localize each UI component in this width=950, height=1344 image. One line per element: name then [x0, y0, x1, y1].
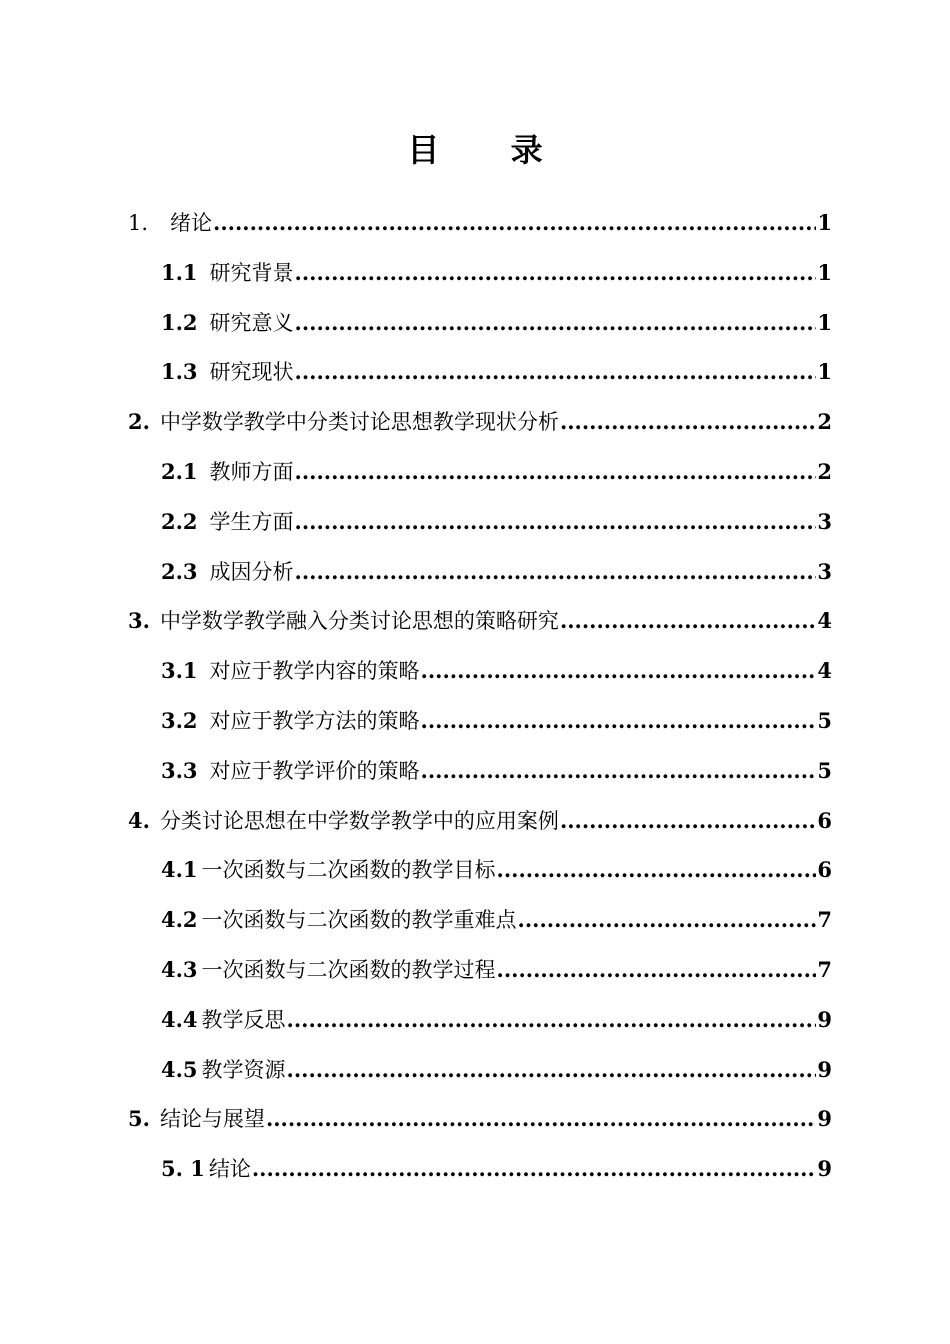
toc-entry-number: 5.	[128, 1106, 150, 1132]
toc-entry-title: 结论	[208, 1157, 251, 1182]
toc-entry[interactable]	[161, 895, 832, 945]
toc-entry-number: 4.4	[161, 1006, 198, 1032]
toc-dot-leader	[252, 1156, 817, 1182]
toc-dot-leader	[560, 808, 816, 834]
toc-entry-page-number: 4	[817, 658, 832, 684]
toc-entry-title: 中学数学教学融入分类讨论思想的策略研究	[159, 609, 559, 634]
toc-entry-page-number: 6	[817, 807, 832, 833]
toc-entry[interactable]	[128, 397, 832, 447]
toc-entry-page-number: 4	[817, 608, 832, 634]
toc-entry-title: 教师方面	[209, 460, 294, 484]
toc-entry[interactable]	[128, 198, 832, 248]
toc-entry-title: 一次函数与二次函数的教学重难点	[201, 908, 517, 933]
toc-entry[interactable]	[161, 746, 832, 796]
toc-entry-number: 3.3	[161, 757, 198, 783]
toc-entry-number: 2.1	[161, 459, 198, 484]
toc-entry[interactable]	[128, 596, 832, 646]
toc-entry-number: 2.	[128, 409, 150, 435]
toc-entry-number: 4.3	[161, 957, 198, 982]
toc-dot-leader	[213, 210, 816, 236]
toc-entry-page-number: 1	[817, 309, 832, 335]
toc-dot-leader	[518, 907, 817, 933]
toc-entry[interactable]	[161, 447, 832, 497]
toc-entry[interactable]	[128, 1094, 832, 1144]
toc-entry-title: 成因分析	[209, 559, 294, 584]
toc-entry-page-number: 6	[817, 857, 832, 883]
toc-entry-title: 教学反思	[201, 1007, 286, 1032]
toc-entry-page-number: 9	[817, 1156, 832, 1182]
toc-dot-leader	[421, 758, 817, 784]
toc-entry-page-number: 9	[817, 1056, 832, 1082]
toc-entry[interactable]	[161, 646, 832, 696]
toc-entry-number: 1.2	[161, 309, 198, 335]
toc-entry-number: 3.	[128, 608, 150, 634]
toc-entry-page-number: 5	[817, 757, 832, 783]
toc-entry-title: 中学数学教学中分类讨论思想教学现状分析	[159, 410, 559, 435]
toc-entry-number: 1.	[128, 211, 149, 235]
toc-entry[interactable]	[161, 347, 832, 397]
toc-entry-page-number: 3	[817, 558, 832, 584]
toc-dot-leader	[295, 459, 817, 485]
toc-entry-page-number: 2	[817, 409, 832, 435]
toc-entry-title: 绪论	[170, 211, 213, 235]
toc-entry[interactable]	[161, 497, 832, 547]
toc-dot-leader	[287, 1057, 817, 1083]
toc-entry-title: 分类讨论思想在中学数学教学中的应用案例	[159, 808, 559, 833]
toc-entry-title: 研究现状	[209, 360, 294, 385]
toc-entry-number: 2.2	[161, 508, 198, 534]
toc-entry[interactable]	[161, 945, 832, 995]
toc-entry[interactable]	[161, 248, 832, 298]
toc-entry-page-number: 7	[817, 957, 832, 982]
toc-dot-leader	[295, 310, 817, 336]
toc-entry-page-number: 5	[817, 708, 832, 733]
toc-entry-number: 1.3	[161, 359, 198, 385]
toc-entry[interactable]	[161, 1045, 832, 1095]
toc-entry-number: 5. 1	[161, 1156, 205, 1182]
toc-entry[interactable]	[161, 696, 832, 746]
toc-dot-leader	[421, 658, 817, 684]
toc-dot-leader	[497, 957, 817, 983]
toc-dot-leader	[497, 857, 817, 883]
toc-entry-title: 研究背景	[209, 260, 294, 285]
toc-dot-leader	[295, 559, 817, 585]
toc-entry-number: 4.	[128, 807, 150, 833]
toc-dot-leader	[560, 409, 816, 435]
toc-entry-title: 一次函数与二次函数的教学目标	[201, 858, 496, 883]
toc-title: 目 录	[407, 131, 573, 169]
toc-entry-number: 4.1	[161, 857, 198, 883]
toc-entry-page-number: 1	[817, 259, 832, 285]
toc-dot-leader	[295, 359, 817, 385]
toc-entry[interactable]	[161, 1144, 832, 1194]
toc-entry-number: 4.2	[161, 907, 198, 933]
toc-entry-page-number: 3	[817, 508, 832, 534]
toc-dot-leader	[266, 1106, 816, 1132]
toc-dot-leader	[287, 1007, 817, 1033]
toc-entry-title: 对应于教学方法的策略	[209, 709, 420, 733]
toc-dot-leader	[295, 509, 817, 535]
toc-entry-number: 3.1	[161, 658, 198, 684]
toc-entry[interactable]	[161, 995, 832, 1045]
toc-entry-title: 学生方面	[209, 509, 294, 534]
toc-entry-page-number: 1	[817, 359, 832, 385]
toc-entry-number: 2.3	[161, 558, 198, 584]
toc-entry-number: 1.1	[161, 259, 198, 285]
toc-entry-title: 一次函数与二次函数的教学过程	[201, 958, 496, 982]
toc-entry-page-number: 7	[817, 907, 832, 933]
toc-entry-number: 4.5	[161, 1056, 198, 1082]
toc-entry[interactable]	[128, 796, 832, 846]
toc-dot-leader	[295, 260, 817, 286]
toc-entry-title: 结论与展望	[159, 1107, 265, 1132]
toc-entry[interactable]	[161, 547, 832, 597]
toc-entry-page-number: 1	[817, 210, 832, 235]
toc-entry-number: 3.2	[161, 708, 198, 733]
toc-entry-page-number: 2	[817, 459, 832, 484]
toc-dot-leader	[560, 608, 816, 634]
toc-entry-page-number: 9	[817, 1106, 832, 1132]
toc-entry[interactable]	[161, 845, 832, 895]
toc-entry-title: 对应于教学内容的策略	[209, 659, 420, 684]
toc-entry[interactable]	[161, 298, 832, 348]
toc-entry-title: 对应于教学评价的策略	[209, 758, 420, 783]
toc-dot-leader	[421, 708, 817, 734]
toc-entry-title: 研究意义	[209, 310, 294, 335]
toc-entry-page-number: 9	[817, 1006, 832, 1032]
toc-entry-title: 教学资源	[201, 1057, 286, 1082]
